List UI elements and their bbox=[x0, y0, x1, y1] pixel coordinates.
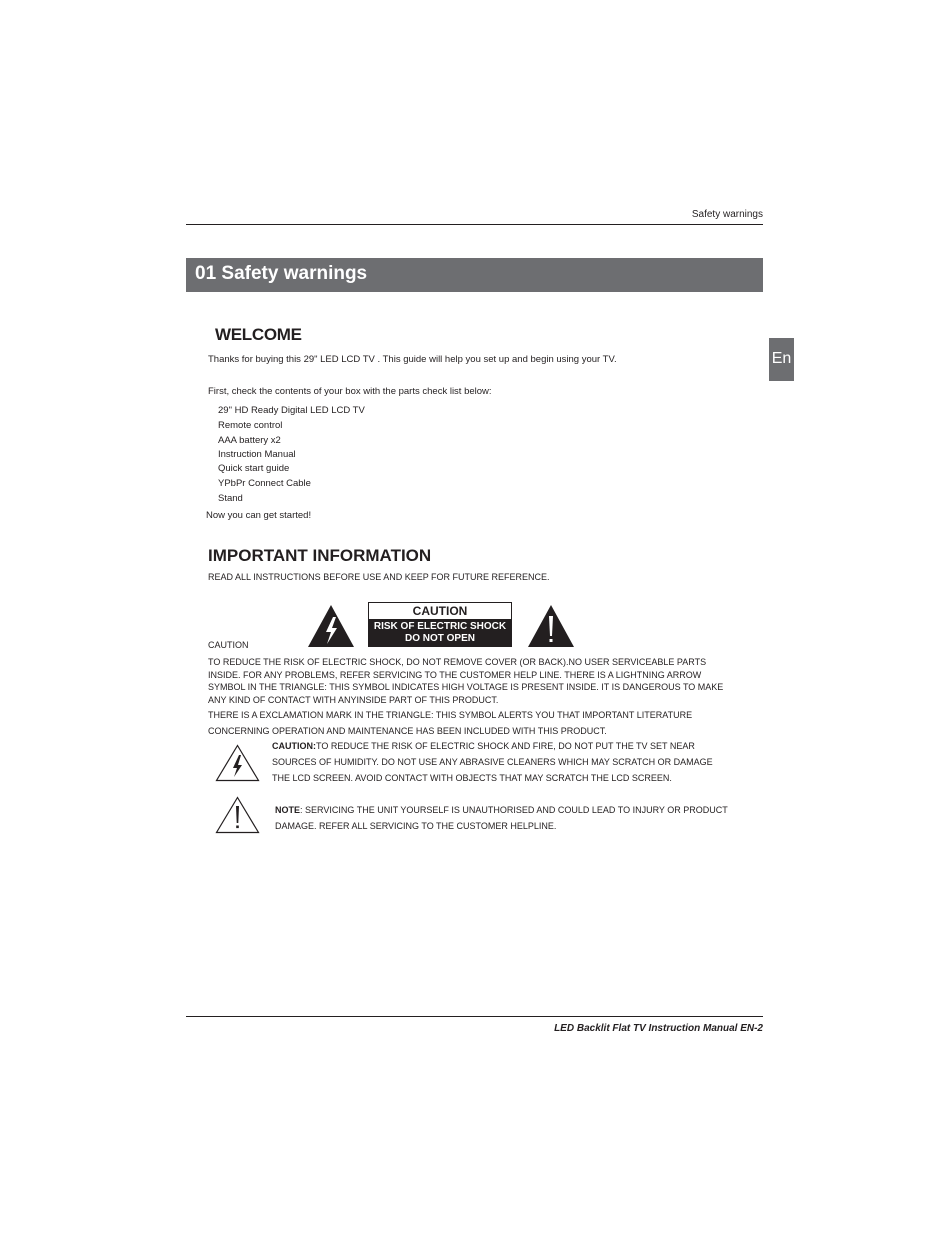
footer-text: LED Backlit Flat TV Instruction Manual EN-2 bbox=[554, 1023, 763, 1034]
list-item: Quick start guide bbox=[218, 463, 290, 474]
caution-note-text: TO REDUCE THE RISK OF ELECTRIC SHOCK AND FIRE, DO NOT PUT THE TV SET NEAR bbox=[316, 741, 695, 751]
welcome-intro: Thanks for buying this 29" LED LCD TV . This guide will help you set up and begin using your TV. bbox=[208, 354, 617, 365]
note-line bbox=[275, 805, 728, 815]
caution-label: CAUTION bbox=[208, 640, 249, 650]
caution-note-line: SOURCES OF HUMIDITY. DO NOT USE ANY ABRASIVE CLEANERS WHICH MAY SCRATCH OR DAMAGE bbox=[272, 757, 713, 767]
caution-label-box bbox=[368, 602, 512, 647]
header-rule bbox=[186, 224, 763, 225]
caution-note-bold: CAUTION: bbox=[272, 741, 316, 751]
exclamation-warning-icon bbox=[527, 604, 575, 648]
running-head: Safety warnings bbox=[691, 209, 763, 220]
shock-warning-paragraph: TO REDUCE THE RISK OF ELECTRIC SHOCK, DO NOT REMOVE COVER (OR BACK).NO USER SERVICEABLE PARTS INSIDE. FOR ANY PROBLEMS, REFER SERVICING TO THE CUSTOMER HELP LINE. THERE IS A LIGHTNING ARROW SYMBOL IN THE TRIANGLE: THIS SYMBOL INDICATES HIGH VOLTAGE IS PRESENT INSIDE. IT IS DANGEROUS TO MAKE ANY KIND OF CONTACT WITH ANYINSIDE PART OF THIS PRODUCT. bbox=[208, 657, 724, 705]
read-all-notice: READ ALL INSTRUCTIONS BEFORE USE AND KEEP FOR FUTURE REFERENCE. bbox=[208, 572, 550, 582]
list-item: Instruction Manual bbox=[218, 449, 296, 460]
check-intro: First, check the contents of your box with the parts check list below: bbox=[208, 386, 492, 397]
list-item: Remote control bbox=[218, 420, 283, 431]
caution-box-line: DO NOT OPEN bbox=[404, 633, 475, 644]
note-line: DAMAGE. REFER ALL SERVICING TO THE CUSTOMER HELPLINE. bbox=[275, 821, 557, 831]
exclamation-outline-icon bbox=[215, 796, 260, 834]
caution-note-line: THE LCD SCREEN. AVOID CONTACT WITH OBJECTS THAT MAY SCRATCH THE LCD SCREEN. bbox=[272, 773, 672, 783]
lightning-warning-icon bbox=[307, 604, 355, 648]
caution-box-title: CAUTION bbox=[412, 604, 468, 618]
list-item: AAA battery x2 bbox=[218, 435, 281, 446]
exclamation-paragraph-line: THERE IS A EXCLAMATION MARK IN THE TRIANGLE: THIS SYMBOL ALERTS YOU THAT IMPORTANT LITERATURE bbox=[208, 710, 693, 720]
language-tab bbox=[769, 338, 794, 381]
note-text: : SERVICING THE UNIT YOURSELF IS UNAUTHORISED AND COULD LEAD TO INJURY OR PRODUCT bbox=[300, 805, 728, 815]
list-item: 29" HD Ready Digital LED LCD TV bbox=[218, 405, 365, 416]
lightning-outline-icon bbox=[215, 744, 260, 782]
caution-box-line: RISK OF ELECTRIC SHOCK bbox=[373, 621, 507, 632]
note-bold: NOTE bbox=[275, 805, 301, 815]
exclamation-paragraph-line: CONCERNING OPERATION AND MAINTENANCE HAS BEEN INCLUDED WITH THIS PRODUCT. bbox=[208, 726, 607, 736]
section-title: 01 Safety warnings bbox=[195, 263, 368, 284]
footer-rule bbox=[186, 1016, 763, 1017]
list-item: Stand bbox=[218, 493, 243, 504]
language-tab-label: En bbox=[771, 350, 792, 367]
list-item: YPbPr Connect Cable bbox=[218, 478, 311, 489]
get-started-text: Now you can get started! bbox=[206, 510, 312, 521]
welcome-heading: WELCOME bbox=[215, 325, 302, 344]
caution-box-warning bbox=[369, 619, 511, 646]
important-heading: IMPORTANT INFORMATION bbox=[208, 546, 432, 565]
section-title-bar bbox=[186, 258, 763, 292]
caution-note-line bbox=[272, 741, 695, 751]
